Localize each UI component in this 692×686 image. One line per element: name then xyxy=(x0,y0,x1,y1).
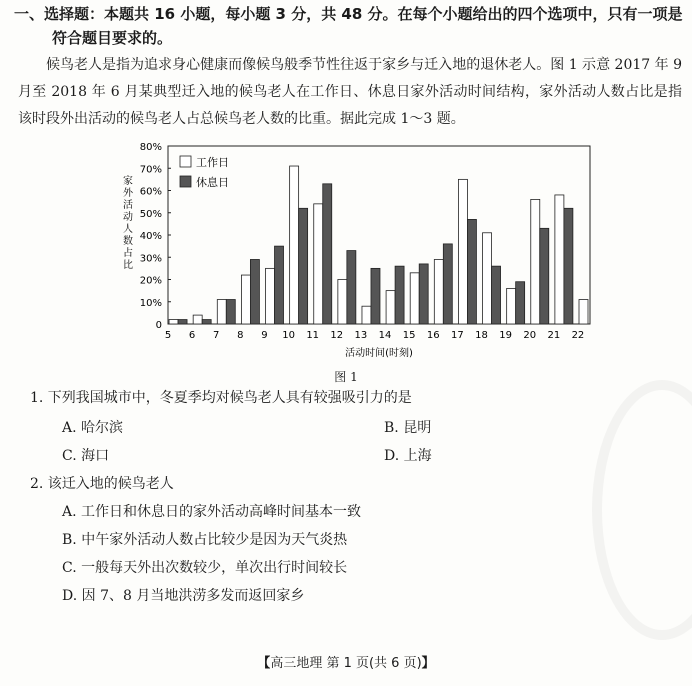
section-heading-line1: 一、选择题：本题共 16 小题，每小题 3 分，共 48 分。在每个小题给出的四个选项中，只有一项是 xyxy=(14,5,683,23)
footer-bracket-right: 】 xyxy=(421,656,435,671)
bar-workday xyxy=(458,179,467,324)
bar-restday xyxy=(540,228,549,324)
x-axis-label: 活动时间(时刻) xyxy=(345,348,413,359)
bar-workday xyxy=(193,315,202,324)
x-tick-label: 21 xyxy=(547,330,561,341)
bar-workday xyxy=(290,166,299,324)
bar-workday xyxy=(410,273,419,324)
x-tick-label: 12 xyxy=(330,330,344,341)
bar-restday xyxy=(443,244,452,324)
bar-workday xyxy=(579,300,588,324)
bar-restday xyxy=(202,320,211,324)
y-axis-label: 家外活动人数占比 xyxy=(123,176,133,271)
y-tick-label: 30% xyxy=(139,253,162,265)
bar-workday xyxy=(169,320,178,324)
bar-restday xyxy=(467,219,476,324)
bar-restday xyxy=(347,251,356,324)
bar-workday xyxy=(241,275,250,324)
y-tick-label: 50% xyxy=(139,208,162,220)
y-tick-label: 0 xyxy=(155,320,162,331)
question-1-stem: 1. 下列我国城市中，冬夏季均对候鸟老人具有较强吸引力的是 xyxy=(30,390,412,406)
question-1-option-b[interactable]: B. 昆明 xyxy=(384,420,432,436)
question-1-option-c[interactable]: C. 海口 xyxy=(62,448,110,464)
x-tick-label: 6 xyxy=(188,330,196,341)
bar-workday xyxy=(266,268,275,324)
passage: 候鸟老人是指为追求身心健康而像候鸟般季节性往返于家乡与迁入地的退休老人。图 1 示意 2017 年 9 月至 2018 年 6 月某典型迁入地的候鸟老人在工作日、休息日家外活动时间结构，家外活动人数占比是指该时段外出活动的候鸟老人占总候鸟老人数的比重。据此完成 1～3 题。 xyxy=(18,57,682,127)
x-tick-label: 8 xyxy=(237,330,244,341)
x-tick-label: 20 xyxy=(523,330,537,341)
question-1-option-a[interactable]: A. 哈尔滨 xyxy=(62,420,124,436)
question-2-stem: 2. 该迁入地的候鸟老人 xyxy=(30,476,174,492)
bar-workday xyxy=(314,204,323,324)
bar-restday xyxy=(371,268,380,324)
x-tick-label: 22 xyxy=(571,330,585,341)
footer-bracket-left: 【 xyxy=(257,656,271,671)
bar-restday xyxy=(178,320,187,324)
bar-workday xyxy=(362,306,371,324)
x-tick-label: 11 xyxy=(306,330,320,341)
bar-workday xyxy=(338,280,347,325)
x-tick-label: 10 xyxy=(282,330,295,341)
question-2-option-b[interactable]: B. 中午家外活动人数占比较少是因为天气炎热 xyxy=(62,532,348,548)
section-heading-line2: 符合题目要求的。 xyxy=(52,29,173,47)
bar-chart xyxy=(118,138,598,362)
legend-swatch xyxy=(180,176,191,187)
footer-text: 高三地理 第 1 页(共 6 页) xyxy=(270,656,422,671)
x-tick-label: 16 xyxy=(426,330,440,341)
bar-workday xyxy=(531,199,540,324)
y-tick-label: 10% xyxy=(139,297,162,309)
legend xyxy=(180,156,229,189)
y-tick-label: 60% xyxy=(139,186,162,198)
bar-restday xyxy=(275,246,284,324)
x-tick-label: 18 xyxy=(475,330,488,341)
y-tick-label: 40% xyxy=(139,231,162,242)
bar-restday xyxy=(226,300,235,324)
x-tick-label: 13 xyxy=(354,330,368,341)
figure-caption: 图 1 xyxy=(334,370,358,384)
x-tick-label: 19 xyxy=(499,330,512,341)
question-2-option-d[interactable]: D. 因 7、8 月当地洪涝多发而返回家乡 xyxy=(62,588,305,604)
legend-label: 休息日 xyxy=(196,176,229,189)
legend-label: 工作日 xyxy=(196,156,229,169)
bar-workday xyxy=(555,195,564,324)
bar-workday xyxy=(507,288,516,324)
x-tick-label: 9 xyxy=(261,330,268,341)
x-tick-label: 5 xyxy=(164,330,172,341)
y-tick-label: 80% xyxy=(139,142,162,153)
bar-workday xyxy=(434,259,443,324)
bar-restday xyxy=(395,266,404,324)
x-tick-label: 15 xyxy=(402,330,416,341)
x-tick-label: 17 xyxy=(451,330,464,341)
bar-restday xyxy=(492,266,501,324)
y-tick-label: 20% xyxy=(139,275,162,287)
y-tick-label: 70% xyxy=(139,164,162,176)
legend-swatch xyxy=(180,156,191,167)
question-2-option-c[interactable]: C. 一般每天外出次数较少，单次出行时间较长 xyxy=(62,560,348,576)
bar-restday xyxy=(516,282,525,324)
section-heading xyxy=(14,2,684,50)
x-tick-label: 14 xyxy=(378,330,392,341)
question-1-option-d[interactable]: D. 上海 xyxy=(384,448,432,464)
bar-workday xyxy=(483,233,492,324)
background-watermark xyxy=(592,380,692,640)
bar-restday xyxy=(564,208,573,324)
bar-workday xyxy=(386,291,395,324)
bar-restday xyxy=(250,259,259,324)
page-footer xyxy=(0,652,692,671)
bar-restday xyxy=(323,184,332,324)
bar-workday xyxy=(217,300,226,324)
x-tick-label: 7 xyxy=(213,330,220,341)
question-2-option-a[interactable]: A. 工作日和休息日的家外活动高峰时间基本一致 xyxy=(62,504,362,520)
bar-restday xyxy=(419,264,428,324)
bar-restday xyxy=(299,208,308,324)
